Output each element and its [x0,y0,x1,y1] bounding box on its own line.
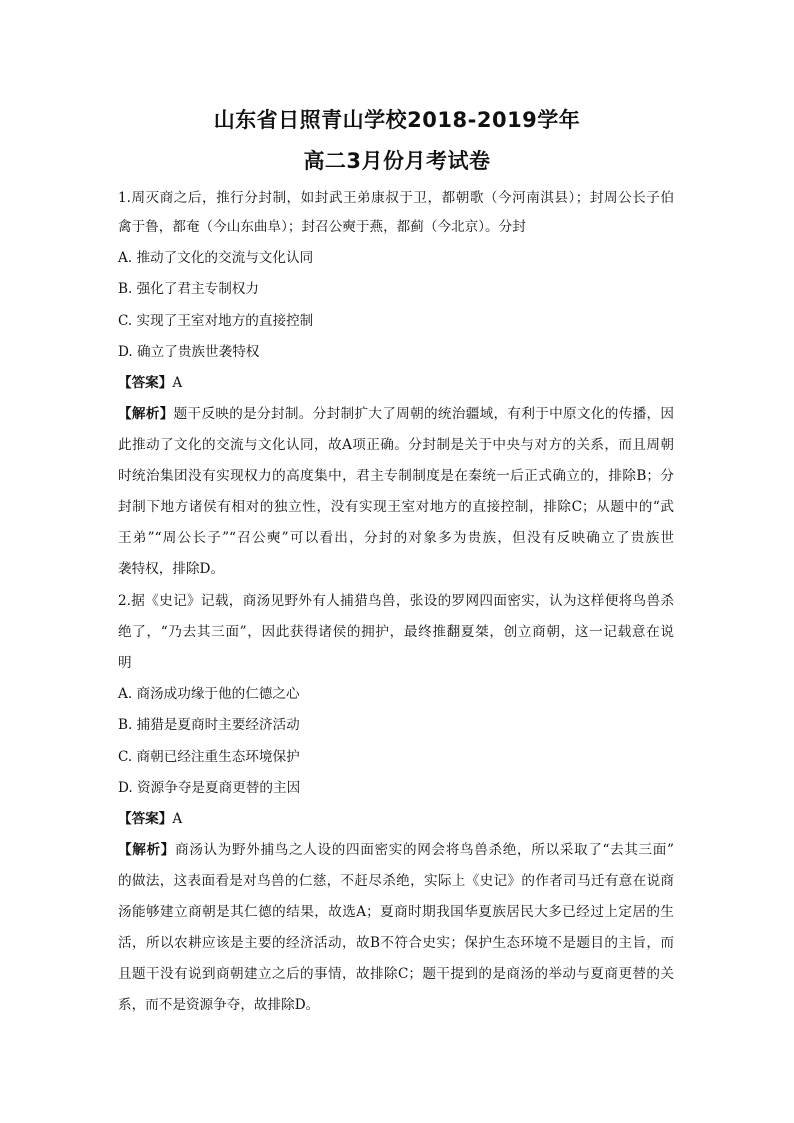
exam-subtitle: 高二3月份月考试卷 [303,149,491,173]
exam-title: 山东省日照青山学校2018-2019学年 [213,108,581,132]
q1-option-c: C. 实现了王室对地方的直接控制 [118,313,314,329]
q2-option-b: B. 捕猎是夏商时主要经济活动 [118,717,300,733]
q2-analysis-line-5: 且题干没有说到商朝建立之后的事情，故排除C；题干提到的是商汤的举动与夏商更替的关 [118,966,674,982]
q1-option-b: B. 强化了君主专制权力 [118,281,259,297]
q1-stem-line-1: 1.周灭商之后，推行分封制，如封武王弟康叔于卫，都朝歌（今河南淇县）；封周公长子伯 [118,190,674,206]
q2-analysis-line-6: 系，而不是资源争夺，故排除D。 [118,997,320,1013]
q2-analysis-line-3: 汤能够建立商朝是其仁德的结果，故选A；夏商时期我国华夏族居民大多已经过上定居的生 [118,904,674,920]
q2-answer [118,809,182,829]
q1-analysis-line-5: 王弟”“周公长子”“召公奭”可以看出，分封的对象多为贵族，但没有反映确立了贵族世 [118,530,674,546]
q1-stem-line-2: 禽于鲁，都奄（今山东曲阜）；封召公奭于燕，都蓟（今北京）。分封 [118,219,526,235]
analysis-text: 题干反映的是分封制。分封制扩大了周朝的统治疆域，有利于中原文化的传播，因 [173,406,675,422]
q1-option-a: A. 推动了文化的交流与文化认同 [118,250,314,266]
q1-analysis-line-4: 封制下地方诸侯有相对的独立性，没有实现王室对地方的直接控制，排除C；从题中的“武 [118,499,674,515]
answer-value: A [172,811,183,827]
q1-option-d: D. 确立了贵族世袭特权 [118,344,260,360]
answer-tag: 【答案】 [118,811,173,827]
q2-stem-line-3: 明 [118,655,132,671]
q1-analysis-line-3: 时统治集团没有实现权力的高度集中，君主专制制度是在秦统一后正式确立的，排除B；分 [118,468,674,484]
q2-option-d: D. 资源争夺是夏商更替的主因 [118,780,301,796]
q2-stem-line-1: 2.据《史记》记载，商汤见野外有人捕猎鸟兽，张设的罗网四面密实，认为这样便将鸟兽杀 [118,593,674,609]
q1-answer [118,373,182,393]
q2-analysis-line-4: 活，所以农耕应该是主要的经济活动，故B不符合史实；保护生态环境不是题目的主旨，而 [118,935,674,951]
analysis-tag: 【解析】 [118,842,175,858]
answer-tag: 【答案】 [118,375,173,391]
q2-option-c: C. 商朝已经注重生态环境保护 [118,749,300,765]
q1-analysis-line-6: 袭特权，排除D。 [118,561,225,577]
q2-analysis-line-1 [118,840,674,860]
answer-value: A [172,375,183,391]
q2-analysis-line-2: 的做法，这表面看是对鸟兽的仁慈，不赶尽杀绝，实际上《史记》的作者司马迁有意在说商 [118,873,674,889]
q2-option-a: A. 商汤成功缘于他的仁德之心 [118,686,300,702]
q2-stem-line-2: 绝了，“乃去其三面”，因此获得诸侯的拥护，最终推翻夏桀，创立商朝，这一记载意在说 [118,624,674,640]
q1-analysis-line-2: 此推动了文化的交流与文化认同，故A项正确。分封制是关于中央与对方的关系，而且周朝 [118,437,674,453]
analysis-text: 商汤认为野外捕鸟之人设的四面密实的网会将鸟兽杀绝，所以采取了“去其三面” [175,842,674,858]
analysis-tag: 【解析】 [118,406,174,422]
q1-analysis-line-1 [118,404,674,424]
